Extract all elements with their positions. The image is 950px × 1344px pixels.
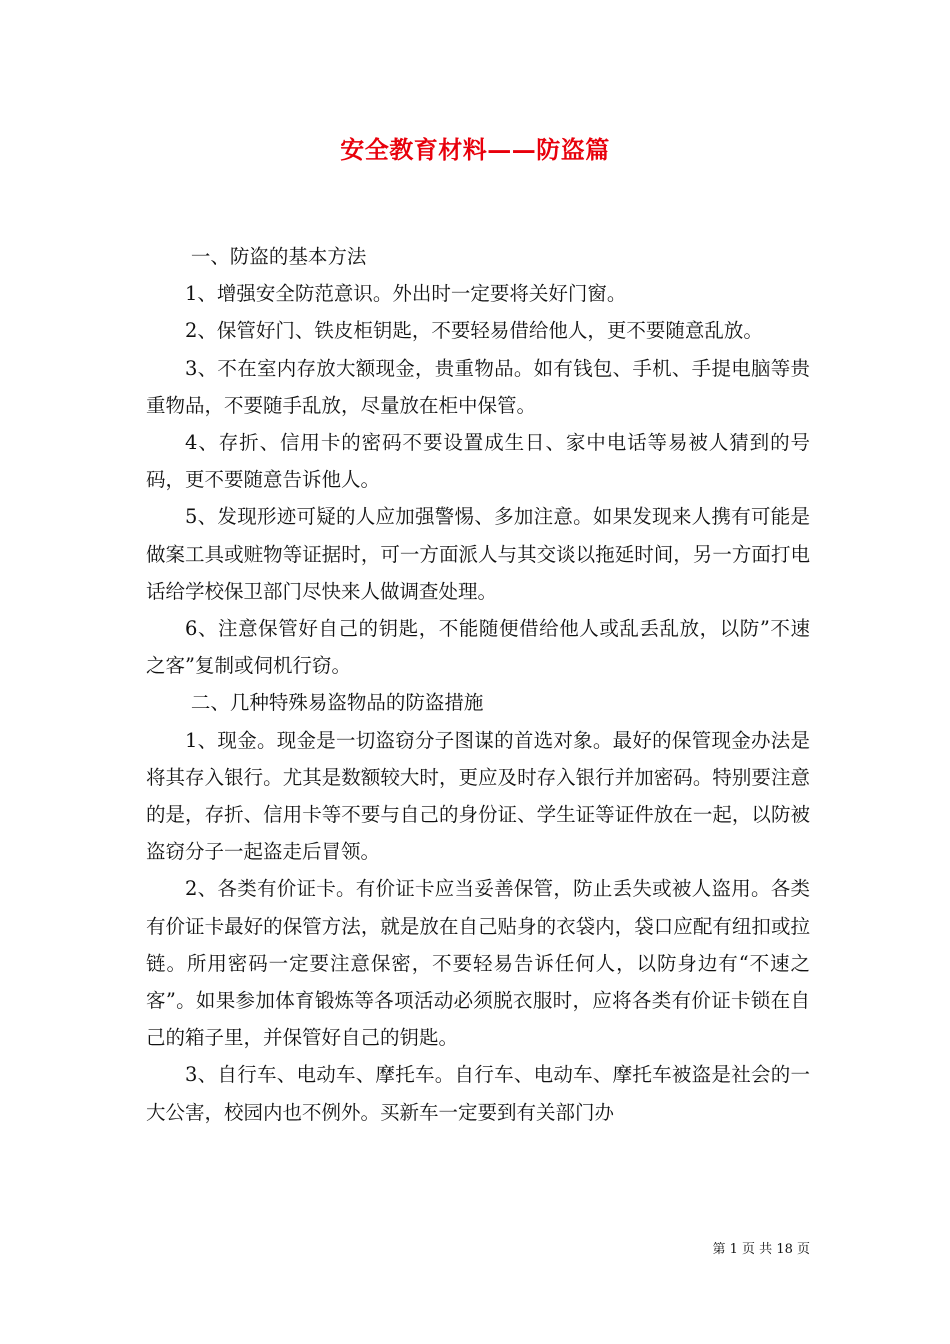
paragraph: 2、保管好门、铁皮柜钥匙，不要轻易借给他人，更不要随意乱放。 [185, 319, 763, 343]
paragraph: 6、注意保管好自己的钥匙，不能随便借给他人或乱丢乱放，以防”不速之客”复制或伺机行窃。 [146, 617, 810, 678]
paragraph: 4、存折、信用卡的密码不要设置成生日、家中电话等易被人猜到的号码，更不要随意告诉他人。 [146, 431, 810, 492]
paragraph: 1、增强安全防范意识。外出时一定要将关好门窗。 [185, 282, 627, 306]
section-heading: 二、几种特殊易盗物品的防盗措施 [190, 691, 484, 715]
paragraph: 5、发现形迹可疑的人应加强警惕、多加注意。如果发现来人携有可能是做案工具或赃物等证据时，可一方面派人与其交谈以拖延时间，另一方面打电话给学校保卫部门尽快来人做调查处理。 [146, 505, 810, 603]
document-title: 安全教育材料——防盗篇 [340, 135, 610, 164]
paragraph: 1、现金。现金是一切盗窃分子图谋的首选对象。最好的保管现金办法是将其存入银行。尤其是数额较大时，更应及时存入银行并加密码。特别要注意的是，存折、信用卡等不要与自己的身份证、学生证等证件放在一起，以防被盗窃分子一起盗走后冒领。 [146, 728, 810, 864]
paragraph: 2、各类有价证卡。有价证卡应当妥善保管，防止丢失或被人盗用。各类有价证卡最好的保管方法，就是放在自己贴身的衣袋内，袋口应配有纽扣或拉链。所用密码一定要注意保密，不要轻易告诉任何人，以防身边有“不速之客”。如果参加体育锻炼等各项活动必须脱衣服时，应将各类有价证卡锁在自己的箱子里，并保管好自己的钥匙。 [146, 877, 810, 1050]
document-body [146, 238, 810, 1131]
paragraph: 3、自行车、电动车、摩托车。自行车、电动车、摩托车被盗是社会的一大公害，校园内也不例外。买新车一定要到有关部门办 [146, 1063, 810, 1124]
section-heading: 一、防盗的基本方法 [190, 245, 367, 268]
page-number: 第 1 页 共 18 页 [712, 1242, 810, 1257]
paragraph: 3、不在室内存放大额现金，贵重物品。如有钱包、手机、手提电脑等贵重物品，不要随手乱放，尽量放在柜中保管。 [146, 356, 810, 417]
